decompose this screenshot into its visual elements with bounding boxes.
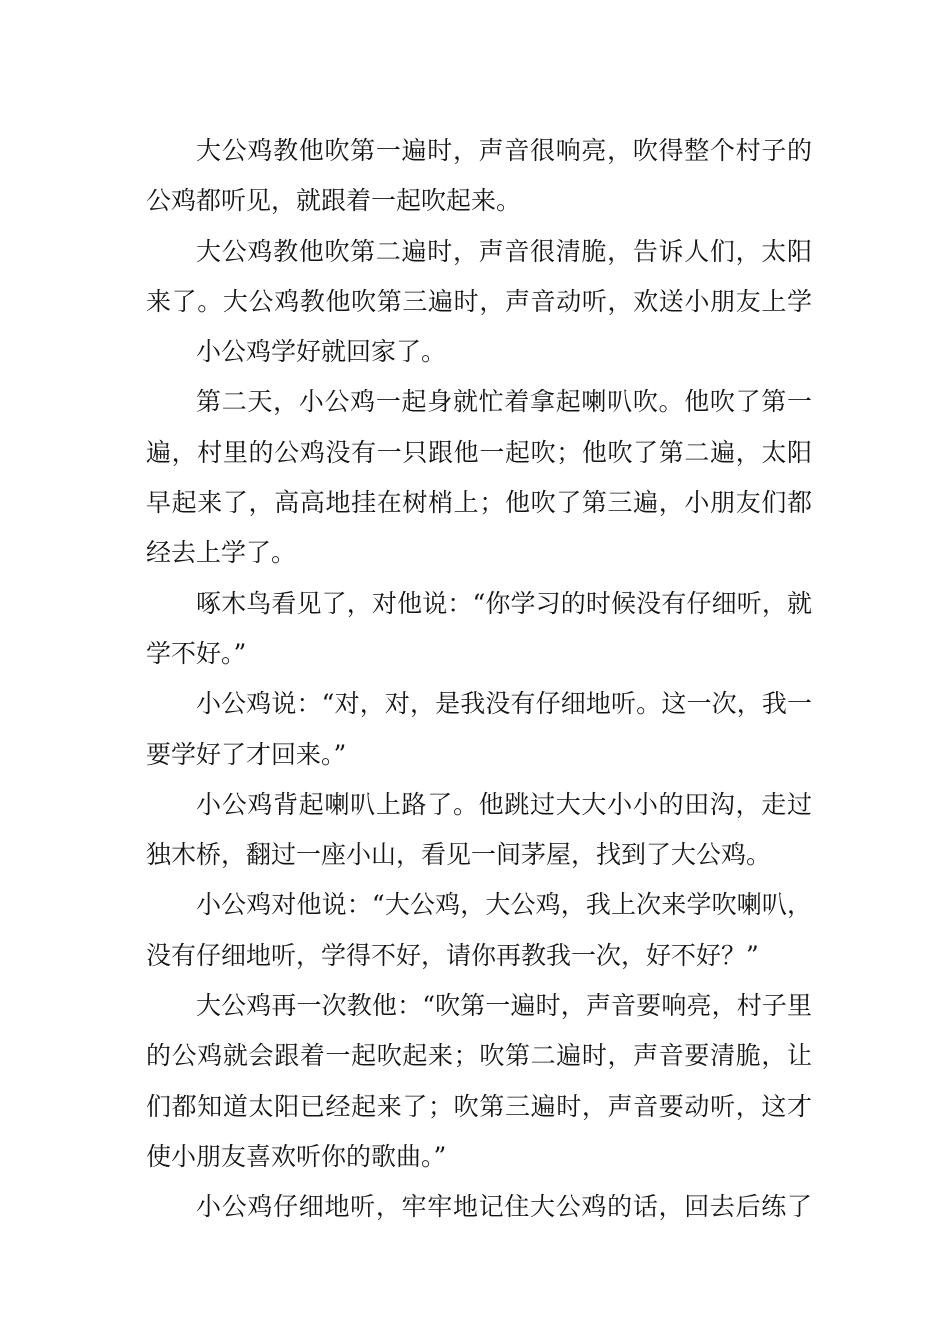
paragraph-first-line: 大公鸡教他吹第二遍时，声音很清脆，告诉人们，太阳: [196, 236, 812, 266]
paragraph-first-line: 大公鸡再一次教他：“吹第一遍时，声音要响亮，村子里: [196, 991, 812, 1021]
paragraph-first-line: 小公鸡对他说：“大公鸡，大公鸡，我上次来学吹喇叭，: [196, 890, 812, 920]
paragraph-line: 遍，村里的公鸡没有一只跟他一起吹；他吹了第二遍，太阳: [146, 437, 812, 467]
paragraph-first-line: 小公鸡仔细地听，牢牢地记住大公鸡的话，回去后练了: [196, 1192, 812, 1222]
paragraph-line: 要学好了才回来。”: [146, 739, 347, 769]
paragraph-first-line: 小公鸡背起喇叭上路了。他跳过大大小小的田沟，走过: [196, 789, 812, 819]
paragraph-line: 早起来了，高高地挂在树梢上；他吹了第三遍，小朋友们都: [146, 488, 812, 518]
paragraph-line: 使小朋友喜欢听你的歌曲。”: [146, 1141, 447, 1171]
paragraph-first-line: 大公鸡教他吹第一遍时，声音很响亮，吹得整个村子的: [196, 136, 812, 165]
paragraph-first-line: 啄木鸟看见了，对他说：“你学习的时候没有仔细听，就: [196, 588, 812, 618]
paragraph-line: 学不好。”: [146, 638, 247, 668]
paragraph-line: 们都知道太阳已经起来了；吹第三遍时，声音要动听，这才: [146, 1091, 812, 1121]
paragraph-line: 来了。大公鸡教他吹第三遍时，声音动听，欢送小朋友上学: [146, 286, 812, 316]
paragraph-line: 经去上学了。: [146, 538, 297, 568]
paragraph-line: 没有仔细地听，学得不好，请你再教我一次，好不好？”: [146, 940, 759, 970]
paragraph-line: 独木桥，翻过一座小山，看见一间茅屋，找到了大公鸡。: [146, 840, 772, 870]
paragraph-line: 公鸡都听见，就跟着一起吹起来。: [146, 186, 522, 216]
paragraph-first-line: 小公鸡学好就回家了。: [196, 337, 447, 367]
paragraph-first-line: 第二天，小公鸡一起身就忙着拿起喇叭吹。他吹了第一: [196, 387, 812, 417]
story-text: [146, 126, 812, 1233]
paragraph-first-line: 小公鸡说：“对，对，是我没有仔细地听。这一次，我一: [196, 689, 812, 719]
paragraph-line: 的公鸡就会跟着一起吹起来；吹第二遍时，声音要清脆，让: [146, 1041, 812, 1071]
